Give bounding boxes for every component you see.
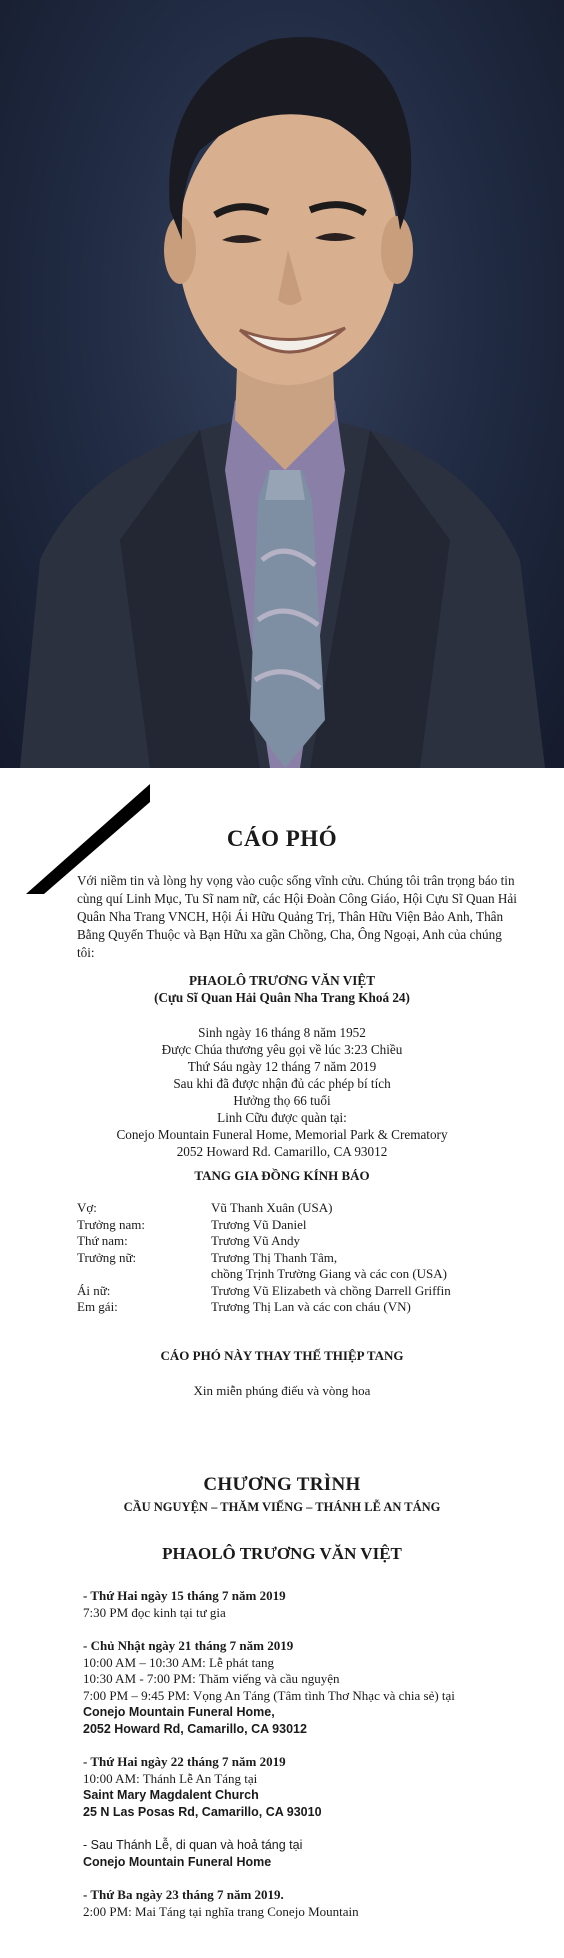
family-relation: Ái nữ: — [77, 1282, 111, 1298]
obituary-title: CÁO PHÓ — [226, 826, 338, 851]
deceased-rank: (Cựu Sĩ Quan Hải Quân Nha Trang Khoá 24) — [154, 990, 410, 1005]
obituary-details — [0, 1024, 564, 1160]
family-row — [77, 1200, 547, 1217]
schedule-line: 10:00 AM – 10:30 AM: Lễ phát tang — [83, 1654, 275, 1670]
family-row — [77, 1299, 547, 1316]
family-names: Trương Thị Lan và các con cháu (VN) — [211, 1299, 411, 1314]
venue-address: 25 N Las Posas Rd, Camarillo, CA 93010 — [83, 1804, 322, 1819]
schedule-line: 2:00 PM: Mai Táng tại nghĩa trang Conejo Mountain — [83, 1903, 359, 1919]
venue-name: Conejo Mountain Funeral Home — [83, 1854, 272, 1869]
family-names: Vũ Thanh Xuân (USA) — [211, 1200, 333, 1215]
program-subtitle: CẦU NGUYỆN – THĂM VIẾNG – THÁNH LỄ AN TÁNG — [123, 1500, 441, 1514]
schedule-section — [83, 1837, 543, 1870]
portrait-illustration — [0, 0, 564, 768]
deceased-name: PHAOLÔ TRƯƠNG VĂN VIỆT — [189, 973, 375, 988]
detail-line: Hưởng thọ 66 tuổi — [233, 1093, 331, 1108]
no-flowers-note: Xin miễn phúng điếu và vòng hoa — [193, 1383, 371, 1398]
schedule-day: - Thứ Hai ngày 15 tháng 7 năm 2019 — [83, 1588, 286, 1603]
family-list — [77, 1200, 547, 1316]
schedule-section — [83, 1887, 543, 1920]
schedule-line: 7:00 PM – 9:45 PM: Vọng An Táng (Tâm tình Thơ Nhạc và chia sẻ) tại — [83, 1687, 455, 1703]
detail-line: Sau khi đã được nhận đủ các phép bí tích — [173, 1076, 391, 1091]
portrait-photo — [0, 0, 564, 768]
family-name-line: Trương Thị Thanh Tâm, — [211, 1249, 338, 1265]
invitation-notice: CÁO PHÓ NÀY THAY THẾ THIỆP TANG — [160, 1348, 404, 1363]
schedule-section — [83, 1754, 543, 1820]
family-name-line: chồng Trịnh Trường Giang và các con (USA) — [211, 1266, 447, 1281]
family-names: Trương Vũ Daniel — [211, 1216, 307, 1232]
program-name: PHAOLÔ TRƯƠNG VĂN VIỆT — [162, 1544, 402, 1563]
detail-line: 2052 Howard Rd. Camarillo, CA 93012 — [176, 1144, 388, 1159]
family-relation: Thứ nam: — [77, 1233, 128, 1248]
family-row — [77, 1217, 547, 1234]
schedule-day: - Thứ Hai ngày 22 tháng 7 năm 2019 — [83, 1754, 286, 1769]
family-relation: Em gái: — [77, 1299, 118, 1314]
detail-line: Conejo Mountain Funeral Home, Memorial Park & Crematory — [116, 1127, 448, 1142]
family-row — [77, 1250, 547, 1283]
schedule-section — [83, 1588, 543, 1621]
detail-line: Linh Cữu được quàn tại: — [217, 1110, 347, 1125]
family-row — [77, 1233, 547, 1250]
family-relation: Vợ: — [77, 1200, 97, 1215]
venue-name: Saint Mary Magdalent Church — [83, 1788, 259, 1802]
schedule-line: 7:30 PM đọc kinh tại tư gia — [83, 1604, 226, 1620]
program-title: CHƯƠNG TRÌNH — [203, 1474, 361, 1495]
family-row — [77, 1283, 547, 1300]
schedule-day: - Chủ Nhật ngày 21 tháng 7 năm 2019 — [83, 1638, 294, 1653]
family-names: Trương Vũ Andy — [211, 1233, 301, 1248]
detail-line: Được Chúa thương yêu gọi về lúc 3:23 Chiều — [161, 1042, 403, 1057]
detail-line: Sinh ngày 16 tháng 8 năm 1952 — [198, 1025, 366, 1040]
schedule-day: - Thứ Ba ngày 23 tháng 7 năm 2019. — [83, 1887, 284, 1902]
obituary-intro: Với niềm tin và lòng hy vọng vào cuộc sống vĩnh cửu. Chúng tôi trân trọng báo tin cùng quí Linh Mục, Tu Sĩ nam nữ, các Hội Đoàn Công Giáo, Hội Cựu Sĩ Quan Hải Quân Nha Trang VNCH, Hội Ái Hữu Quảng Trị, Thân Hữu Viện Bảo Anh, Thân Bằng Quyến Thuộc và Bạn Hữu xa gần Chồng, Cha, Ông Ngoại, Anh của chúng tôi: — [77, 873, 517, 960]
schedule-line: - Sau Thánh Lễ, di quan và hoả táng tại — [83, 1838, 303, 1852]
schedule-section — [83, 1638, 543, 1737]
schedule-line: 10:00 AM: Thánh Lễ An Táng tại — [83, 1770, 258, 1786]
family-names — [211, 1250, 547, 1283]
detail-line: Thứ Sáu ngày 12 tháng 7 năm 2019 — [187, 1059, 377, 1074]
family-relation: Trưởng nam: — [77, 1216, 145, 1232]
deceased-name-block — [0, 972, 564, 1006]
family-names: Trương Vũ Elizabeth và chồng Darrell Griffin — [211, 1282, 451, 1298]
family-heading: TANG GIA ĐỒNG KÍNH BÁO — [194, 1168, 370, 1183]
venue-name: Conejo Mountain Funeral Home, — [83, 1705, 275, 1719]
schedule-line: 10:30 AM - 7:00 PM: Thăm viếng và cầu nguyện — [83, 1671, 340, 1686]
program-schedule — [83, 1588, 543, 1937]
venue-address: 2052 Howard Rd, Camarillo, CA 93012 — [83, 1721, 307, 1736]
family-relation: Trưởng nữ: — [77, 1249, 137, 1265]
